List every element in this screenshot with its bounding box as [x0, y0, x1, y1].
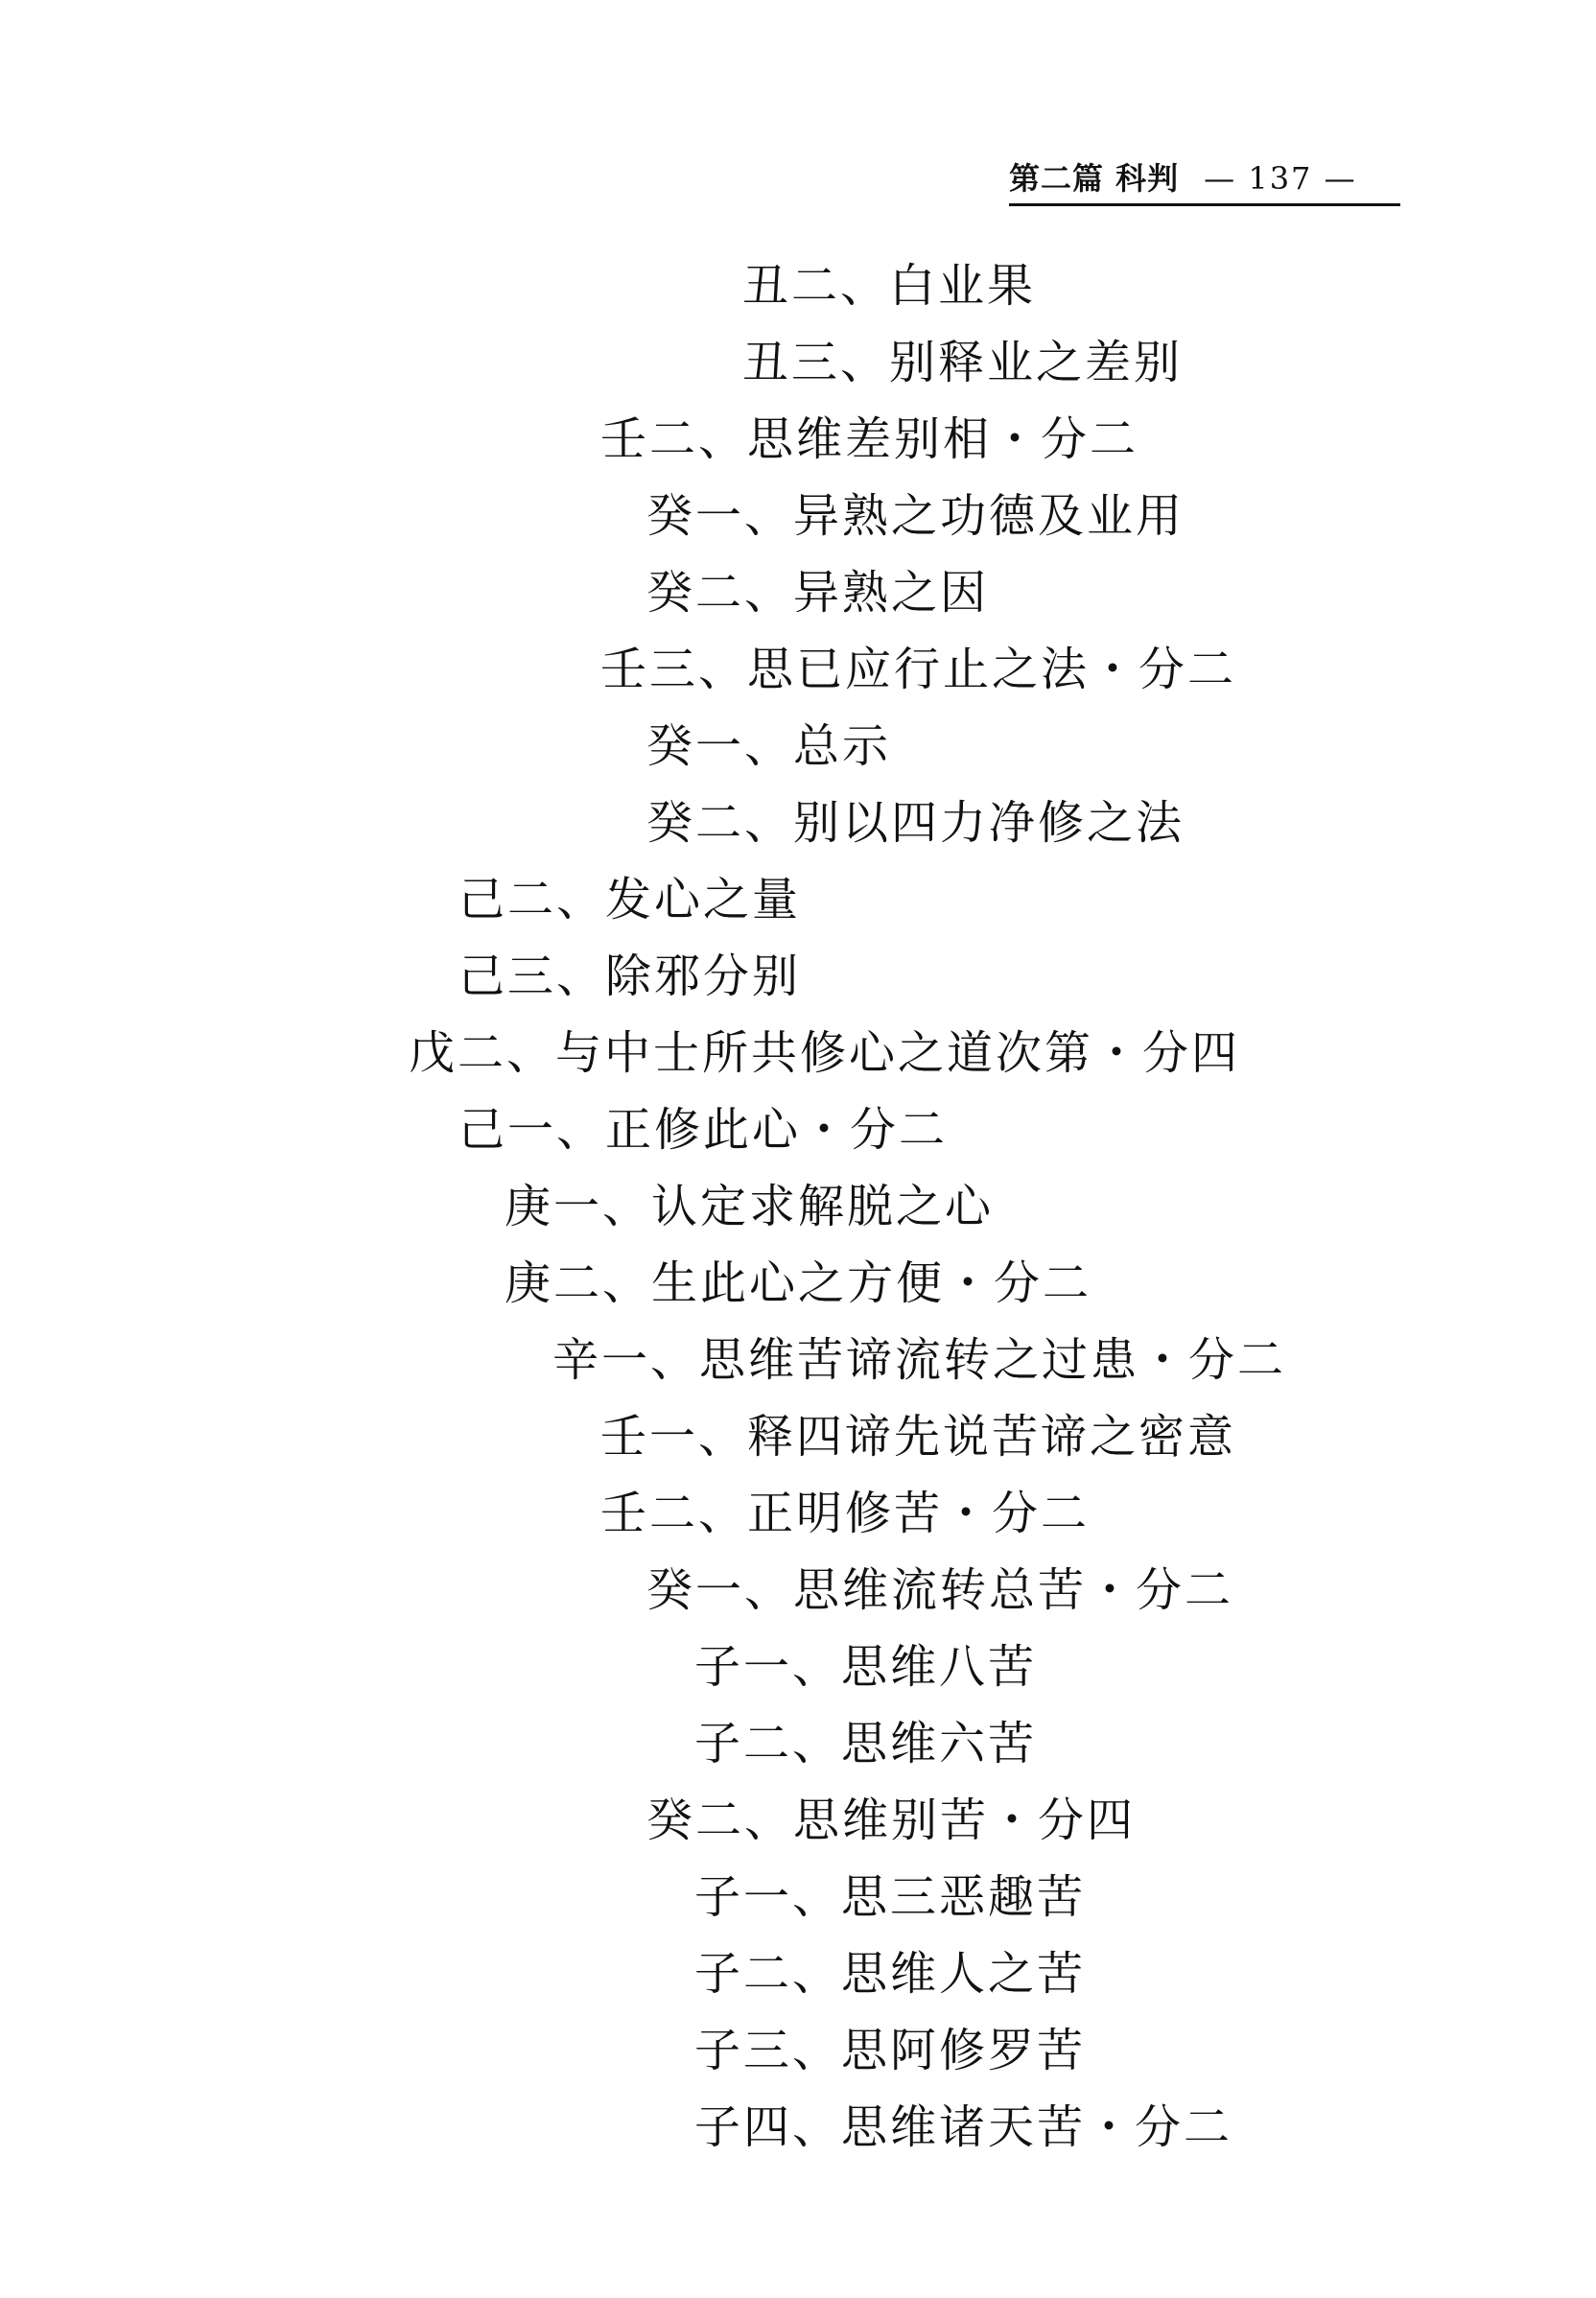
outline-item: 壬三、思已应行止之法・分二 — [600, 643, 1237, 696]
outline-item: 子二、思维人之苦 — [694, 1947, 1087, 2001]
outline-item: 己二、发心之量 — [458, 873, 802, 926]
outline-item: 子二、思维六苦 — [694, 1717, 1038, 1770]
outline-item: 己一、正修此心・分二 — [458, 1103, 949, 1157]
outline-item: 戊二、与中士所共修心之道次第・分四 — [409, 1026, 1241, 1080]
outline-item: 丑三、别释业之差别 — [742, 336, 1184, 389]
outline-item: 壬二、思维差别相・分二 — [600, 412, 1139, 466]
outline-item: 癸一、异熟之功德及业用 — [646, 489, 1185, 543]
outline-item: 壬一、释四谛先说苦谛之密意 — [600, 1410, 1237, 1464]
outline-item: 子一、思三恶趣苦 — [694, 1870, 1087, 1924]
outline-item: 子四、思维诸天苦・分二 — [694, 2100, 1233, 2154]
outline-item: 癸二、别以四力净修之法 — [646, 796, 1185, 850]
outline-item: 癸二、思维别苦・分四 — [646, 1794, 1137, 1847]
header-section-title: 第二篇 科判 — [1009, 160, 1180, 197]
outline-item: 癸一、思维流转总苦・分二 — [646, 1563, 1234, 1617]
outline-item: 庚二、生此心之方便・分二 — [505, 1256, 1092, 1310]
outline-item: 癸二、异熟之因 — [646, 566, 990, 620]
outline-item: 丑二、白业果 — [742, 259, 1037, 313]
outline-item: 庚一、认定求解脱之心 — [505, 1180, 995, 1233]
page-number: — 137 — — [1204, 160, 1357, 197]
outline-item: 壬二、正明修苦・分二 — [600, 1487, 1091, 1540]
outline-item: 辛一、思维苦谛流转之过患・分二 — [552, 1333, 1287, 1387]
outline-item: 癸一、总示 — [646, 719, 892, 773]
outline-item: 子一、思维八苦 — [694, 1640, 1038, 1694]
outline-item: 己三、除邪分别 — [458, 950, 802, 1003]
outline-item: 子三、思阿修罗苦 — [694, 2024, 1087, 2077]
